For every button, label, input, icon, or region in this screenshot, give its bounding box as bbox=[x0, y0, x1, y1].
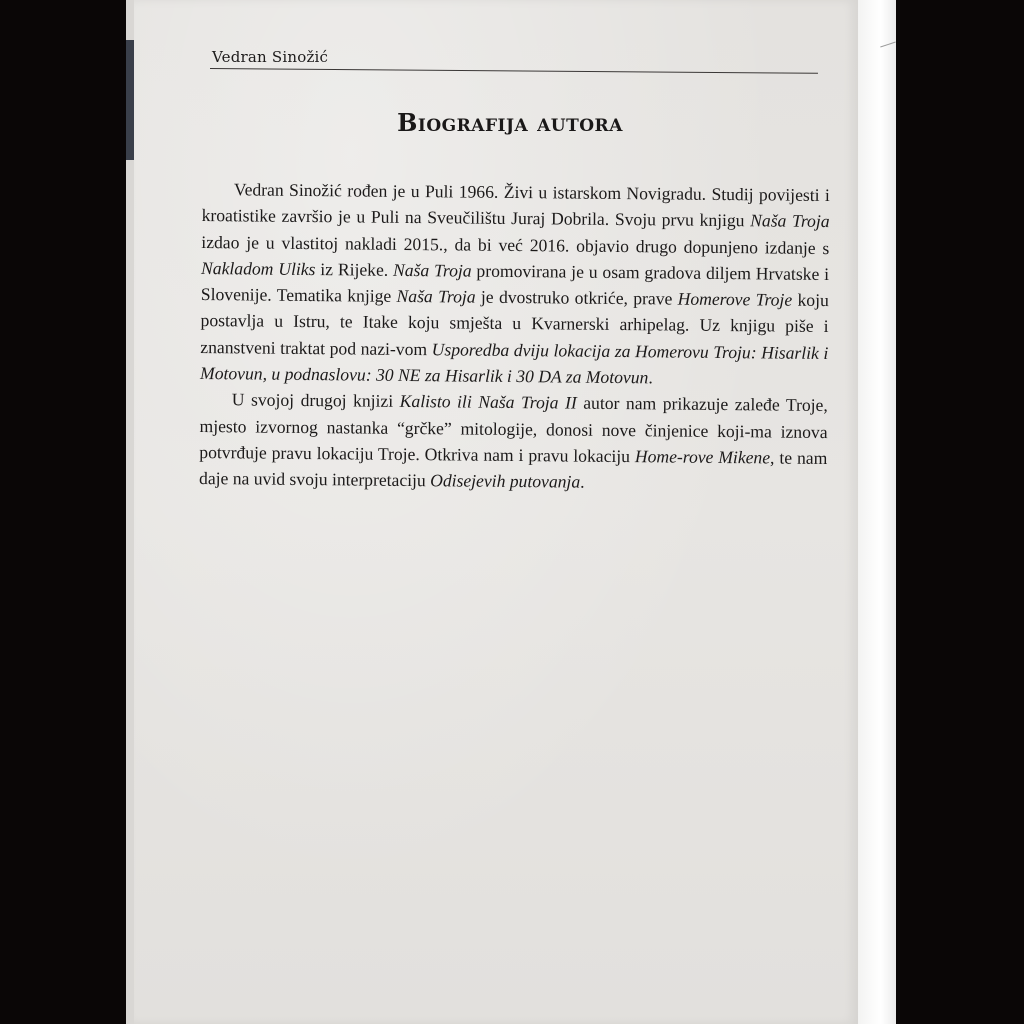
text-run: je dvostruko otkriće, prave bbox=[475, 286, 678, 309]
italic-title-run: Odisejevih putovanja bbox=[430, 470, 581, 492]
italic-title-run: Naša Troja bbox=[392, 259, 472, 281]
book-page bbox=[134, 0, 858, 1024]
text-run: , te nam daje na uvid svoju interpretaciju bbox=[199, 447, 828, 491]
italic-title-run: Usporedba dviju lokacija za Homerovu Troju: Hisarlik i Motovun, u podnaslovu: 30 NE za Hisarlik i 30 DA za Motovun bbox=[200, 338, 829, 388]
text-run: . bbox=[648, 367, 653, 388]
text-run: promovirana je u osam gradova diljem Hrvatske i Slovenije. Tematika knjige bbox=[200, 260, 830, 307]
page-stack-edge bbox=[858, 0, 896, 1024]
italic-title-run: Homerove Troje bbox=[677, 288, 793, 310]
biography-body bbox=[199, 176, 830, 498]
italic-title-run: Home-rove Mikene bbox=[634, 446, 771, 468]
italic-title-run: Naša Troja bbox=[750, 210, 830, 232]
running-head: Vedran Sinožić bbox=[212, 48, 329, 66]
italic-title-run: Nakladom Uliks bbox=[201, 257, 316, 279]
text-run: . bbox=[580, 471, 585, 492]
italic-title-run: Naša Troja bbox=[396, 286, 476, 307]
text-run: koju postavlja u Istru, te Itake koju smješta u Kvarnerski arhipelag. Uz knjigu piše i znanstveni traktat pod nazi-vom bbox=[200, 289, 829, 359]
text-run: iz Rijeke. bbox=[315, 258, 394, 280]
background-object bbox=[126, 40, 134, 160]
text-run: Vedran Sinožić rođen je u Puli 1966. Živi u istarskom Novigradu. Studij povijesti i kroatistike završio je u Puli na Sveučilištu Juraj Dobrila. Svoju prvu knjigu bbox=[201, 179, 830, 231]
italic-title-run: Kalisto ili Naša Troja II bbox=[399, 391, 577, 413]
chapter-title: Biografija autora bbox=[397, 108, 623, 137]
text-run: autor nam prikazuje zaleđe Troje, mjesto izvornog nastanka “grčke” mitologije, donosi nove činjenice koji-ma iznova potvrđuje pravu lokaciju Troje. Otkriva nam i pravu lokaciju bbox=[199, 392, 828, 467]
body-paragraph bbox=[200, 176, 830, 392]
text-run: U svojoj drugoj knjizi bbox=[231, 389, 400, 412]
text-run: izdao je u vlastitoj nakladi 2015., da bi već 2016. objavio drugo dopunjeno izdanje s bbox=[201, 231, 830, 258]
body-paragraph bbox=[199, 386, 828, 497]
